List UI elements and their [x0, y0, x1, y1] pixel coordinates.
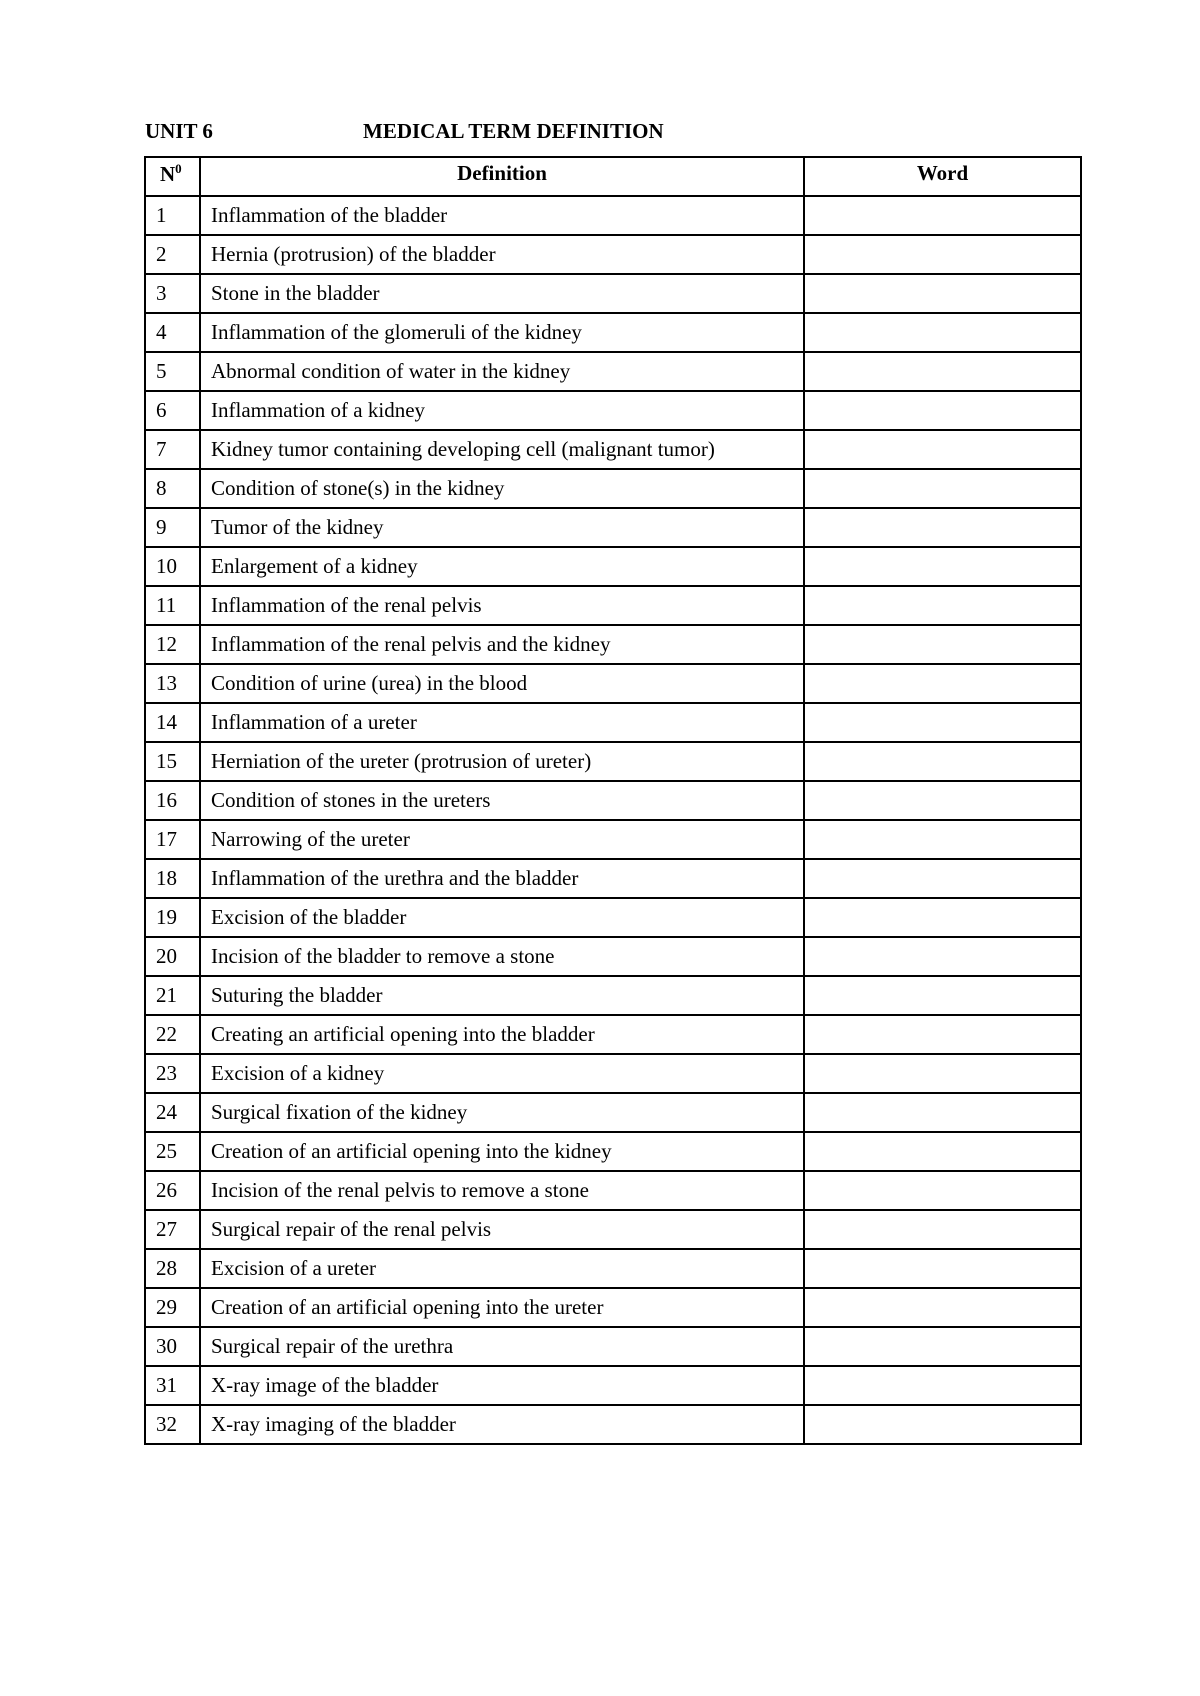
- row-word-answer[interactable]: [804, 1327, 1081, 1366]
- row-word-answer[interactable]: [804, 976, 1081, 1015]
- table-row: [145, 1405, 1081, 1444]
- row-definition: Stone in the bladder: [200, 274, 804, 313]
- row-number: 19: [145, 898, 200, 937]
- row-definition: Inflammation of the renal pelvis and the kidney: [200, 625, 804, 664]
- row-number: 24: [145, 1093, 200, 1132]
- row-number: 26: [145, 1171, 200, 1210]
- row-word-answer[interactable]: [804, 1171, 1081, 1210]
- row-definition: Suturing the bladder: [200, 976, 804, 1015]
- row-number: 1: [145, 196, 200, 235]
- row-word-answer[interactable]: [804, 859, 1081, 898]
- row-definition: Inflammation of the glomeruli of the kidney: [200, 313, 804, 352]
- row-definition: Abnormal condition of water in the kidney: [200, 352, 804, 391]
- table-row: [145, 664, 1081, 703]
- row-number: 25: [145, 1132, 200, 1171]
- table-body: [145, 196, 1081, 1444]
- row-word-answer[interactable]: [804, 1054, 1081, 1093]
- row-definition: Herniation of the ureter (protrusion of ureter): [200, 742, 804, 781]
- row-number: 29: [145, 1288, 200, 1327]
- table-row: [145, 1327, 1081, 1366]
- table-row: [145, 1288, 1081, 1327]
- row-number: 22: [145, 1015, 200, 1054]
- row-definition: X-ray imaging of the bladder: [200, 1405, 804, 1444]
- table-row: [145, 469, 1081, 508]
- table-row: [145, 1132, 1081, 1171]
- row-definition: Incision of the bladder to remove a stone: [200, 937, 804, 976]
- page-title: MEDICAL TERM DEFINITION: [363, 119, 664, 143]
- row-definition: Excision of a ureter: [200, 1249, 804, 1288]
- table-row: [145, 508, 1081, 547]
- row-definition: Surgical repair of the urethra: [200, 1327, 804, 1366]
- row-word-answer[interactable]: [804, 664, 1081, 703]
- table-row: [145, 1054, 1081, 1093]
- table-row: [145, 1366, 1081, 1405]
- row-word-answer[interactable]: [804, 742, 1081, 781]
- table-row: [145, 898, 1081, 937]
- row-number: 10: [145, 547, 200, 586]
- row-number: 32: [145, 1405, 200, 1444]
- row-word-answer[interactable]: [804, 430, 1081, 469]
- row-definition: Inflammation of a kidney: [200, 391, 804, 430]
- row-number: 17: [145, 820, 200, 859]
- row-word-answer[interactable]: [804, 1366, 1081, 1405]
- unit-label: UNIT 6: [145, 119, 213, 143]
- row-definition: Inflammation of the urethra and the bladder: [200, 859, 804, 898]
- row-definition: Tumor of the kidney: [200, 508, 804, 547]
- table-row: [145, 235, 1081, 274]
- row-definition: Inflammation of the renal pelvis: [200, 586, 804, 625]
- table-row: [145, 859, 1081, 898]
- table-row: [145, 1015, 1081, 1054]
- row-word-answer[interactable]: [804, 586, 1081, 625]
- row-word-answer[interactable]: [804, 781, 1081, 820]
- row-number: 5: [145, 352, 200, 391]
- row-number: 31: [145, 1366, 200, 1405]
- document-header: [145, 116, 1045, 146]
- row-definition: Excision of a kidney: [200, 1054, 804, 1093]
- row-word-answer[interactable]: [804, 820, 1081, 859]
- row-word-answer[interactable]: [804, 1093, 1081, 1132]
- table-row: [145, 430, 1081, 469]
- row-word-answer[interactable]: [804, 313, 1081, 352]
- table-row: [145, 196, 1081, 235]
- table-row: [145, 781, 1081, 820]
- row-word-answer[interactable]: [804, 1210, 1081, 1249]
- row-number: 3: [145, 274, 200, 313]
- table-row: [145, 703, 1081, 742]
- row-word-answer[interactable]: [804, 1132, 1081, 1171]
- table-row: [145, 625, 1081, 664]
- row-word-answer[interactable]: [804, 1405, 1081, 1444]
- row-definition: Condition of stone(s) in the kidney: [200, 469, 804, 508]
- row-number: 9: [145, 508, 200, 547]
- column-header-definition: Definition: [200, 157, 804, 196]
- row-word-answer[interactable]: [804, 1015, 1081, 1054]
- row-number: 30: [145, 1327, 200, 1366]
- row-definition: Surgical repair of the renal pelvis: [200, 1210, 804, 1249]
- table-row: [145, 547, 1081, 586]
- row-definition: Inflammation of a ureter: [200, 703, 804, 742]
- row-word-answer[interactable]: [804, 898, 1081, 937]
- row-definition: Excision of the bladder: [200, 898, 804, 937]
- row-definition: Hernia (protrusion) of the bladder: [200, 235, 804, 274]
- row-definition: Surgical fixation of the kidney: [200, 1093, 804, 1132]
- table-row: [145, 313, 1081, 352]
- table-row: [145, 1249, 1081, 1288]
- row-word-answer[interactable]: [804, 352, 1081, 391]
- table-row: [145, 742, 1081, 781]
- table-row: [145, 352, 1081, 391]
- row-definition: Creation of an artificial opening into the ureter: [200, 1288, 804, 1327]
- column-header-word: Word: [804, 157, 1081, 196]
- row-definition: Condition of stones in the ureters: [200, 781, 804, 820]
- table-row: [145, 1210, 1081, 1249]
- table-row: [145, 586, 1081, 625]
- row-number: 4: [145, 313, 200, 352]
- row-word-answer[interactable]: [804, 235, 1081, 274]
- term-table: [144, 156, 1082, 1445]
- table-row: [145, 391, 1081, 430]
- row-number: 6: [145, 391, 200, 430]
- column-header-number: [145, 157, 200, 196]
- row-word-answer[interactable]: [804, 703, 1081, 742]
- row-number: 18: [145, 859, 200, 898]
- row-word-answer[interactable]: [804, 547, 1081, 586]
- row-word-answer[interactable]: [804, 937, 1081, 976]
- table-row: [145, 820, 1081, 859]
- row-word-answer[interactable]: [804, 1288, 1081, 1327]
- row-word-answer[interactable]: [804, 508, 1081, 547]
- row-definition: Creating an artificial opening into the bladder: [200, 1015, 804, 1054]
- row-number: 2: [145, 235, 200, 274]
- row-definition: Inflammation of the bladder: [200, 196, 804, 235]
- row-definition: Enlargement of a kidney: [200, 547, 804, 586]
- column-header-number-sup: 0: [175, 161, 182, 176]
- table-row: [145, 976, 1081, 1015]
- row-number: 7: [145, 430, 200, 469]
- row-definition: Condition of urine (urea) in the blood: [200, 664, 804, 703]
- row-number: 11: [145, 586, 200, 625]
- row-number: 28: [145, 1249, 200, 1288]
- row-definition: Creation of an artificial opening into the kidney: [200, 1132, 804, 1171]
- table-row: [145, 1093, 1081, 1132]
- row-number: 23: [145, 1054, 200, 1093]
- row-word-answer[interactable]: [804, 625, 1081, 664]
- column-header-number-text: N: [160, 162, 176, 186]
- row-number: 13: [145, 664, 200, 703]
- row-definition: Narrowing of the ureter: [200, 820, 804, 859]
- row-number: 15: [145, 742, 200, 781]
- table-row: [145, 1171, 1081, 1210]
- row-word-answer[interactable]: [804, 1249, 1081, 1288]
- row-word-answer[interactable]: [804, 274, 1081, 313]
- row-definition: X-ray image of the bladder: [200, 1366, 804, 1405]
- row-number: 12: [145, 625, 200, 664]
- row-number: 27: [145, 1210, 200, 1249]
- table-row: [145, 274, 1081, 313]
- row-number: 20: [145, 937, 200, 976]
- row-number: 16: [145, 781, 200, 820]
- row-number: 8: [145, 469, 200, 508]
- row-number: 14: [145, 703, 200, 742]
- table-row: [145, 937, 1081, 976]
- row-word-answer[interactable]: [804, 391, 1081, 430]
- row-word-answer[interactable]: [804, 469, 1081, 508]
- row-number: 21: [145, 976, 200, 1015]
- row-definition: Kidney tumor containing developing cell (malignant tumor): [200, 430, 804, 469]
- row-definition: Incision of the renal pelvis to remove a stone: [200, 1171, 804, 1210]
- table-header-row: [145, 157, 1081, 196]
- row-word-answer[interactable]: [804, 196, 1081, 235]
